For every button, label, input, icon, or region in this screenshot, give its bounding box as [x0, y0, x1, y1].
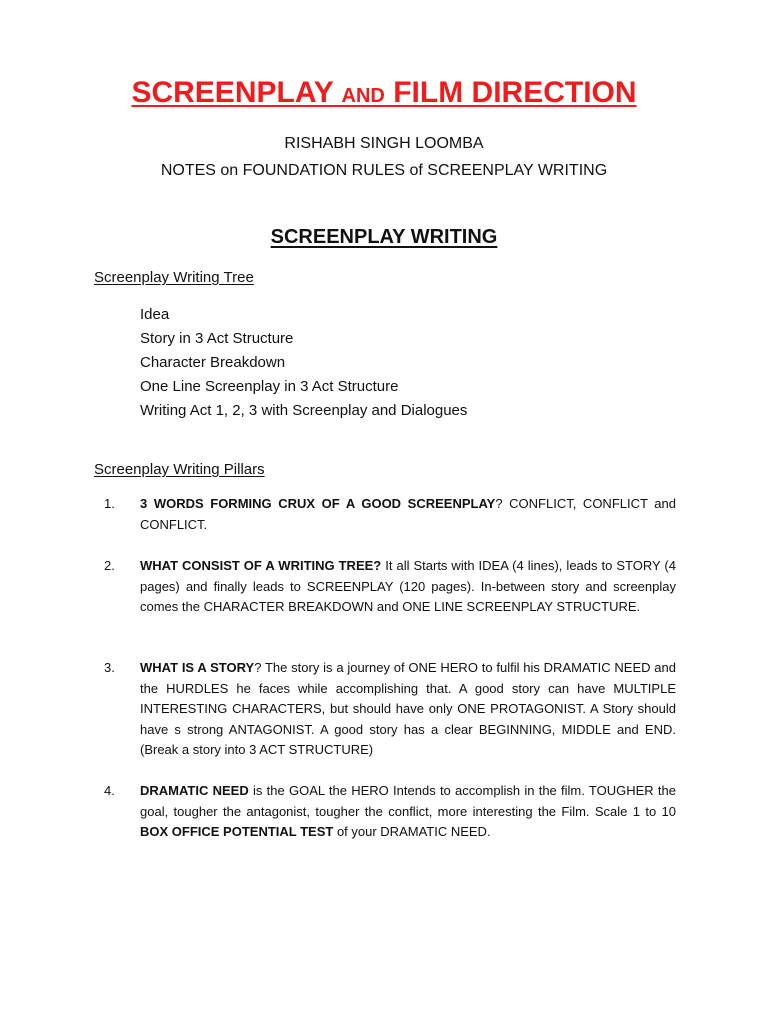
document-title — [0, 74, 768, 115]
title-part-1: SCREENPLAY — [131, 76, 334, 109]
pillar-text — [140, 494, 676, 535]
tree-list — [140, 303, 467, 423]
title-part-2: FILM DIRECTION — [393, 76, 637, 109]
pillar-number: 1. — [104, 496, 115, 511]
author-name: RISHABH SINGH LOOMBA — [284, 135, 484, 152]
tree-item: Character Breakdown — [140, 354, 286, 371]
tree-item: Idea — [140, 306, 170, 323]
pillar-number: 4. — [104, 783, 115, 798]
pillars-heading: Screenplay Writing Pillars — [94, 461, 265, 478]
pillar-body-text: is the GOAL the HERO Intends to accomplish in the film. TOUGHER the goal, tougher the antagonist, tougher the conflict, more interesting the Film. Scale 1 to 10 — [140, 783, 676, 819]
pillar-bold-text: 3 WORDS FORMING CRUX OF A GOOD SCREENPLAY — [140, 496, 496, 511]
pillar-bold-text: WHAT CONSIST OF A WRITING TREE? — [140, 558, 382, 573]
pillar-text — [140, 781, 676, 843]
pillar-body-text-2: of your DRAMATIC NEED. — [333, 824, 491, 839]
pillar-bold-text-2: BOX OFFICE POTENTIAL TEST — [140, 824, 334, 839]
title-connector: AND — [341, 85, 385, 107]
tree-item: One Line Screenplay in 3 Act Structure — [140, 378, 399, 395]
document-subtitle: NOTES on FOUNDATION RULES of SCREENPLAY WRITING — [160, 162, 608, 179]
pillar-text — [140, 658, 676, 761]
tree-item: Writing Act 1, 2, 3 with Screenplay and Dialogues — [140, 402, 468, 419]
pillar-number: 3. — [104, 660, 115, 675]
pillar-body-text: ? CONFLICT, CONFLICT and CONFLICT. — [140, 496, 676, 532]
tree-heading: Screenplay Writing Tree — [94, 269, 254, 286]
pillar-bold-text: DRAMATIC NEED — [140, 783, 249, 798]
pillar-bold-text: WHAT IS A STORY — [140, 660, 255, 675]
pillar-number: 2. — [104, 558, 115, 573]
pillar-body-text: It all Starts with IDEA (4 lines), leads to STORY (4 pages) and finally leads to SCREENPLAY (120 pages). In-between story and screenplay comes the CHARACTER BREAKDOWN and ONE LINE SCREENPLAY STRUCTURE. — [140, 558, 676, 614]
tree-item: Story in 3 Act Structure — [140, 330, 294, 347]
pillar-text — [140, 556, 676, 618]
pillar-body-text: ? The story is a journey of ONE HERO to fulfil his DRAMATIC NEED and the HURDLES he faces while accomplishing that. A good story can have MULTIPLE INTERESTING CHARACTERS, but should have only ONE PROTAGONIST. A Story should have s strong ANTAGONIST. A good story has a clear BEGINNING, MIDDLE and END. (Break a story into 3 ACT STRUCTURE) — [140, 660, 676, 757]
section-title: SCREENPLAY WRITING — [270, 226, 498, 248]
